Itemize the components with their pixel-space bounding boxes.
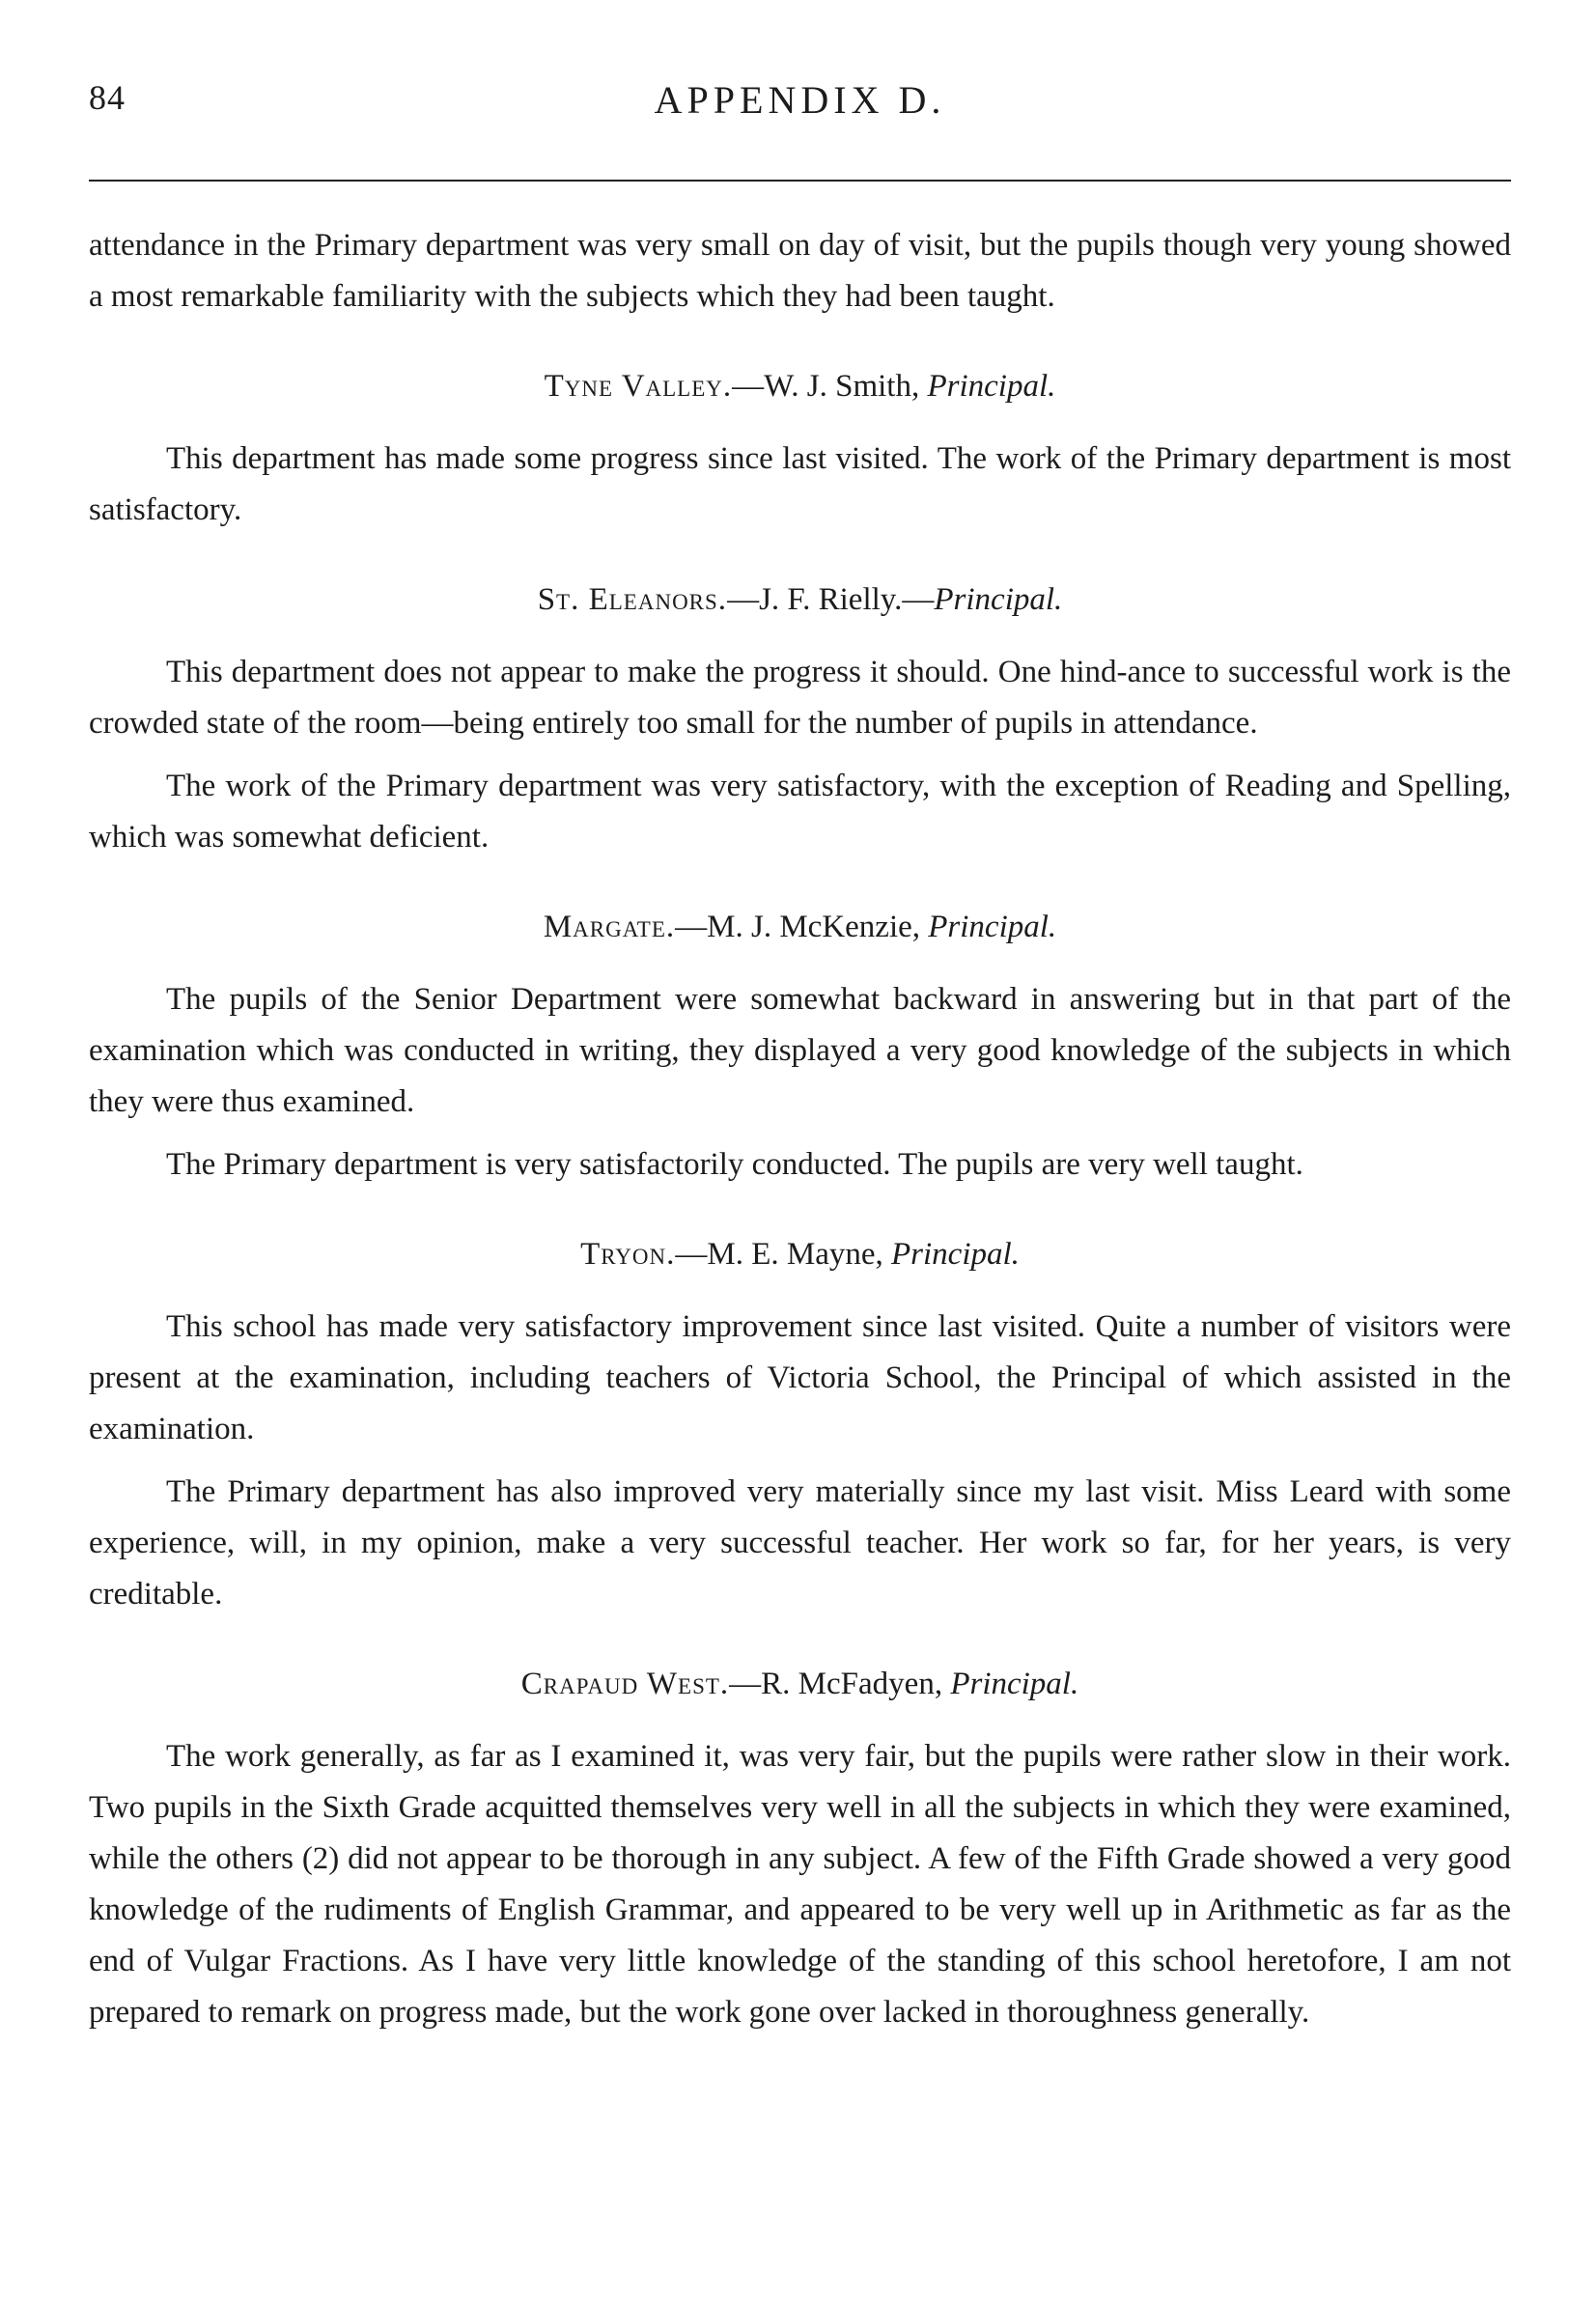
section-heading-crapaud-west — [89, 1659, 1511, 1710]
teacher-title: Principal. — [928, 910, 1057, 944]
header-rule — [89, 180, 1511, 182]
continued-paragraph: attendance in the Primary department was very small on day of visit, but the pupils though very young showed a most remarkable familiarity with the subjects which they had been taught. — [89, 228, 1511, 314]
page-number: 84 — [89, 78, 126, 117]
section-paragraph: This department does not appear to make the progress it should. One hind-ance to successful work is the crowded state of the room—being entirely too small for the number of pupils in attendance. — [89, 655, 1511, 741]
page-header — [89, 77, 1511, 126]
school-name: Tyne Valley. — [544, 369, 733, 404]
section-paragraph: The work of the Primary department was very satisfactory, with the exception of Reading and Spelling, which was somewhat deficient. — [89, 769, 1511, 855]
section-heading-tyne-valley — [89, 361, 1511, 412]
teacher-title: Principal. — [891, 1237, 1020, 1272]
school-name: Tryon. — [580, 1237, 676, 1272]
school-name: Crapaud West. — [520, 1667, 730, 1701]
section-paragraph: The Primary department has also improved very materially since my last visit. Miss Leard with some experience, will, in my opinion, make a very successful teacher. Her work so far, for her years, is very creditable. — [89, 1474, 1511, 1612]
teacher-name: —M. J. McKenzie, — [675, 910, 929, 944]
section-heading-tryon — [89, 1229, 1511, 1280]
section-paragraph: This school has made very satisfactory improvement since last visited. Quite a number of visitors were present at the examination, including teachers of Victoria School, the Principal of which assisted in the examination. — [89, 1309, 1511, 1446]
teacher-name: —M. E. Mayne, — [675, 1237, 892, 1272]
section-paragraph: The pupils of the Senior Department were somewhat backward in answering but in that part of the examination which was conducted in writing, they displayed a very good knowledge of the subjects in which they were thus examined. — [89, 982, 1511, 1119]
teacher-name: —R. McFadyen, — [729, 1667, 951, 1701]
school-name: Margate. — [543, 910, 676, 944]
teacher-name: —J. F. Rielly.— — [727, 582, 935, 617]
section-heading-margate — [89, 902, 1511, 953]
school-name: St. Eleanors. — [537, 582, 728, 617]
section-paragraph: This department has made some progress since last visited. The work of the Primary department is most satisfactory. — [89, 441, 1511, 527]
page-body — [89, 220, 1511, 2038]
section-paragraph: The Primary department is very satisfactorily conducted. The pupils are very well taught. — [166, 1147, 1303, 1182]
section-paragraph: The work generally, as far as I examined it, was very fair, but the pupils were rather slow in their work. Two pupils in the Sixth Grade acquitted themselves very well in all the subjects in which they were examined, while the others (2) did not appear to be thorough in any subject. A few of the Fifth Grade showed a very good knowledge of the rudiments of English Grammar, and appeared to be very well up in Arithmetic as far as the end of Vulgar Fractions. As I have very little knowledge of the standing of this school heretofore, I am not prepared to remark on progress made, but the work gone over lacked in thoroughness generally. — [89, 1739, 1511, 2030]
teacher-name: —W. J. Smith, — [732, 369, 928, 404]
teacher-title: Principal. — [950, 1667, 1079, 1701]
teacher-title: Principal. — [934, 582, 1063, 617]
teacher-title: Principal. — [927, 369, 1056, 404]
running-title: APPENDIX D. — [654, 78, 946, 122]
section-heading-st-eleanors — [89, 575, 1511, 626]
